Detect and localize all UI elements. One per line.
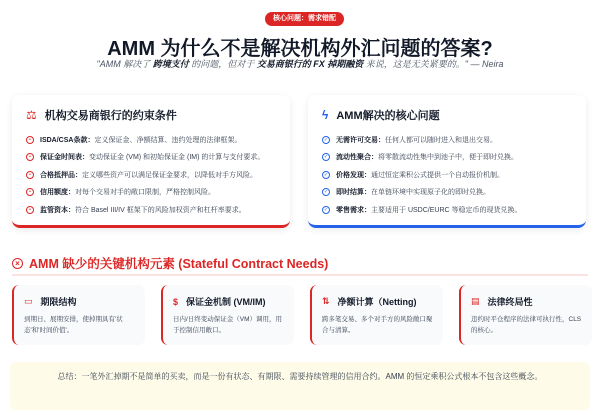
netting-icon: ⇅ bbox=[322, 296, 330, 306]
x-circle-icon: • bbox=[26, 171, 34, 179]
section-title: × AMM 缺少的关键机构元素 (Stateful Contract Needs) bbox=[12, 254, 328, 272]
list-item: ✓ 价格发现：通过恒定乘积公式提供一个自动报价机制。 bbox=[323, 171, 504, 179]
lightning-icon: ϟ bbox=[322, 108, 329, 122]
constraints-card: ⚖ 机构交易商银行的约束条件 • ISDA/CSA条款：定义保证金、净额结算、违约处理的法律框架。 • 保证金时间表：变动保证金 (VM) 和初始保证金 (IM) 的计算与支付要求。 • 合格抵押品：定义哪些资产可以满足保证金要求，以降低对手方风险。 • 信用额度：对每个交易对手的敞口限制，严格控制风险。 • 监管资本：符合 Basel III/IV 框架下的风险加权资产和杠杆率要求。 bbox=[12, 95, 290, 228]
list-item: • 监管资本：符合 Basel III/IV 框架下的风险加权资产和杠杆率要求。 bbox=[26, 201, 276, 219]
document-icon: ▤ bbox=[471, 296, 480, 306]
need-card: $ 保证金机制 (VM/IM) 日内/日终变动保证金（VM）调用，用于控制信用敞口。 bbox=[161, 285, 294, 345]
page-title: AMM 为什么不是解决机构外汇问题的答案? bbox=[107, 38, 493, 60]
dollar-icon: $ bbox=[173, 296, 179, 307]
x-circle-icon: • bbox=[26, 188, 34, 196]
list-item: ✓ 即时结算：在单链环境中实现原子化的即时兑换。 bbox=[323, 189, 490, 197]
list-item: • ISDA/CSA条款：定义保证金、净额结算、违约处理的法律框架。 bbox=[26, 131, 276, 149]
scale-icon: ⚖ bbox=[26, 108, 37, 122]
summary-box: 总结：一笔外汇掉期不是简单的买卖，而是一份有状态、有期限、需要持续管理的信用合约。AMM 的恒定乘积公式根本不包含这些概念。 bbox=[10, 362, 590, 410]
list-item: • 保证金时间表：变动保证金 (VM) 和初始保证金 (IM) 的计算与支付要求。 bbox=[26, 149, 276, 167]
list-item: ✓ 零售需求：主要适用于 USDC/EURC 等稳定币的现货兑换。 bbox=[323, 206, 522, 214]
divider bbox=[12, 274, 588, 276]
need-card: ⇅ 净额计算（Netting) 跨多笔交易、多个对手方的风险敞口聚合与清算。 bbox=[310, 285, 443, 345]
check-circle-icon: ✓ bbox=[323, 189, 329, 196]
list-item: ✓ 流动性聚合：将零散流动性集中到池子中，便于即时兑换。 bbox=[323, 154, 518, 162]
header-badge: 核心问题：需求错配 bbox=[265, 12, 344, 26]
need-card: ▤ 法律终局性 违约时平仓程序的法律可执行性，CLS的核心。 bbox=[459, 285, 592, 345]
need-card: ▭ 期限结构 到期日、展期安排，使掉期具有'状态'和'时间价值'。 bbox=[12, 285, 145, 345]
quote: "AMM 解决了 跨境支付 的问题，但对于 交易商银行的 FX 掉期融资 来说，这是无关紧要的。" — Neira bbox=[96, 59, 504, 69]
x-circle-icon: × bbox=[12, 258, 23, 269]
check-circle-icon: ✓ bbox=[323, 154, 329, 161]
x-circle-icon: • bbox=[26, 206, 34, 214]
list-item: ✓ 无需许可交易：任何人都可以随时进入和退出交易。 bbox=[323, 136, 497, 144]
check-circle-icon: ✓ bbox=[323, 171, 329, 178]
list-item: • 合格抵押品：定义哪些资产可以满足保证金要求，以降低对手方风险。 bbox=[26, 166, 276, 184]
check-circle-icon: ✓ bbox=[323, 206, 329, 213]
x-circle-icon: • bbox=[26, 136, 34, 144]
amm-solves-card: ϟ AMM解决的核心问题 ✓ 无需许可交易：任何人都可以随时进入和退出交易。 ✓ 流动性聚合：将零散流动性集中到池子中，便于即时兑换。 ✓ 价格发现：通过恒定乘积公式提供一个自动报价机制。 ✓ 即时结算：在单链环境中实现原子化的即时兑换。 ✓ 零售需求：主要适用于 USDC/EURC 等稳定币的现货兑换。 bbox=[308, 95, 586, 228]
list-item: • 信用额度：对每个交易对手的敞口限制，严格控制风险。 bbox=[26, 184, 276, 202]
check-circle-icon: ✓ bbox=[323, 136, 329, 143]
calendar-icon: ▭ bbox=[24, 296, 33, 306]
x-circle-icon: • bbox=[26, 153, 34, 161]
